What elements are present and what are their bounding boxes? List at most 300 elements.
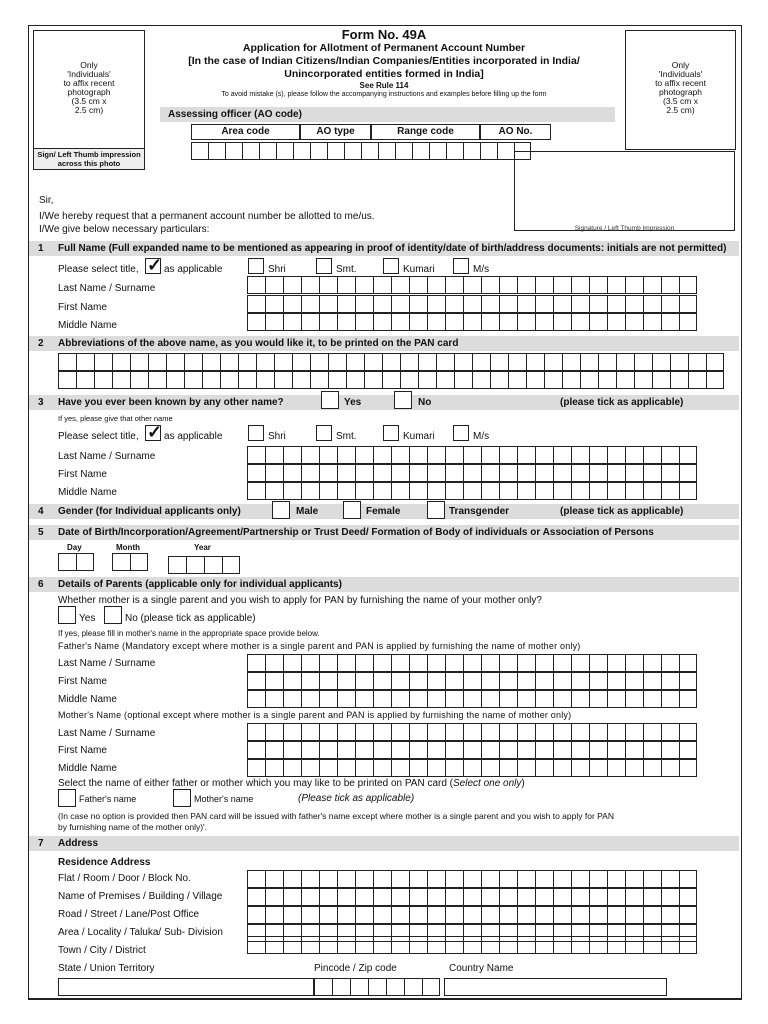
char-box[interactable] xyxy=(310,142,327,160)
char-box[interactable] xyxy=(571,906,589,924)
char-box[interactable] xyxy=(463,482,481,500)
s6-father-first-boxes[interactable] xyxy=(247,672,697,690)
char-box[interactable] xyxy=(409,464,427,482)
char-box[interactable] xyxy=(499,672,517,690)
char-box[interactable] xyxy=(553,690,571,708)
char-box[interactable] xyxy=(535,672,553,690)
char-box[interactable] xyxy=(247,906,265,924)
char-box[interactable] xyxy=(382,371,400,389)
char-box[interactable] xyxy=(535,295,553,313)
char-box[interactable] xyxy=(625,313,643,331)
char-box[interactable] xyxy=(427,690,445,708)
char-box[interactable] xyxy=(112,353,130,371)
char-box[interactable] xyxy=(553,741,571,759)
char-box[interactable] xyxy=(535,464,553,482)
char-box[interactable] xyxy=(661,482,679,500)
char-box[interactable] xyxy=(378,142,395,160)
char-box[interactable] xyxy=(202,353,220,371)
char-box[interactable] xyxy=(598,353,616,371)
char-box[interactable] xyxy=(355,870,373,888)
char-box[interactable] xyxy=(454,371,472,389)
char-box[interactable] xyxy=(373,906,391,924)
char-box[interactable] xyxy=(412,142,429,160)
char-box[interactable] xyxy=(472,371,490,389)
ao-code-boxes[interactable] xyxy=(191,142,531,160)
char-box[interactable] xyxy=(373,690,391,708)
char-box[interactable] xyxy=(625,295,643,313)
char-box[interactable] xyxy=(499,870,517,888)
char-box[interactable] xyxy=(517,888,535,906)
char-box[interactable] xyxy=(293,142,310,160)
char-box[interactable] xyxy=(265,870,283,888)
s2-abbreviation-row2-boxes[interactable] xyxy=(58,371,724,389)
char-box[interactable] xyxy=(429,142,446,160)
char-box[interactable] xyxy=(427,759,445,777)
char-box[interactable] xyxy=(499,295,517,313)
char-box[interactable] xyxy=(373,870,391,888)
char-box[interactable] xyxy=(373,482,391,500)
char-box[interactable] xyxy=(301,276,319,294)
char-box[interactable] xyxy=(76,553,94,571)
s4-male-checkbox[interactable] xyxy=(272,501,290,519)
char-box[interactable] xyxy=(391,654,409,672)
char-box[interactable] xyxy=(283,276,301,294)
char-box[interactable] xyxy=(301,313,319,331)
char-box[interactable] xyxy=(544,353,562,371)
char-box[interactable] xyxy=(265,446,283,464)
s6-yes-checkbox[interactable] xyxy=(58,606,76,624)
char-box[interactable] xyxy=(643,936,661,954)
char-box[interactable] xyxy=(517,672,535,690)
char-box[interactable] xyxy=(319,870,337,888)
char-box[interactable] xyxy=(481,482,499,500)
char-box[interactable] xyxy=(337,723,355,741)
char-box[interactable] xyxy=(242,142,259,160)
char-box[interactable] xyxy=(301,936,319,954)
char-box[interactable] xyxy=(409,723,427,741)
char-box[interactable] xyxy=(391,759,409,777)
char-box[interactable] xyxy=(517,759,535,777)
char-box[interactable] xyxy=(616,371,634,389)
char-box[interactable] xyxy=(499,276,517,294)
char-box[interactable] xyxy=(499,690,517,708)
char-box[interactable] xyxy=(481,690,499,708)
char-box[interactable] xyxy=(319,906,337,924)
char-box[interactable] xyxy=(625,654,643,672)
s5-year-boxes[interactable] xyxy=(168,556,240,574)
char-box[interactable] xyxy=(168,556,186,574)
s7-state-input[interactable] xyxy=(58,978,314,996)
char-box[interactable] xyxy=(238,353,256,371)
char-box[interactable] xyxy=(445,464,463,482)
char-box[interactable] xyxy=(337,672,355,690)
char-box[interactable] xyxy=(589,654,607,672)
char-box[interactable] xyxy=(328,353,346,371)
char-box[interactable] xyxy=(589,446,607,464)
char-box[interactable] xyxy=(571,446,589,464)
char-box[interactable] xyxy=(186,556,204,574)
char-box[interactable] xyxy=(481,741,499,759)
char-box[interactable] xyxy=(481,313,499,331)
char-box[interactable] xyxy=(652,371,670,389)
char-box[interactable] xyxy=(454,353,472,371)
char-box[interactable] xyxy=(337,936,355,954)
char-box[interactable] xyxy=(355,654,373,672)
char-box[interactable] xyxy=(319,888,337,906)
char-box[interactable] xyxy=(514,142,531,160)
char-box[interactable] xyxy=(247,446,265,464)
char-box[interactable] xyxy=(247,654,265,672)
char-box[interactable] xyxy=(463,276,481,294)
char-box[interactable] xyxy=(319,276,337,294)
char-box[interactable] xyxy=(301,482,319,500)
char-box[interactable] xyxy=(265,690,283,708)
char-box[interactable] xyxy=(553,888,571,906)
char-box[interactable] xyxy=(652,353,670,371)
char-box[interactable] xyxy=(625,870,643,888)
char-box[interactable] xyxy=(404,978,422,996)
char-box[interactable] xyxy=(283,723,301,741)
char-box[interactable] xyxy=(535,888,553,906)
char-box[interactable] xyxy=(589,295,607,313)
char-box[interactable] xyxy=(301,464,319,482)
char-box[interactable] xyxy=(508,353,526,371)
char-box[interactable] xyxy=(310,353,328,371)
s3-middle-name-boxes[interactable] xyxy=(247,482,697,500)
char-box[interactable] xyxy=(661,313,679,331)
char-box[interactable] xyxy=(355,936,373,954)
char-box[interactable] xyxy=(355,276,373,294)
char-box[interactable] xyxy=(643,464,661,482)
s7-flat-boxes[interactable] xyxy=(247,870,697,888)
char-box[interactable] xyxy=(571,741,589,759)
char-box[interactable] xyxy=(409,870,427,888)
char-box[interactable] xyxy=(373,888,391,906)
char-box[interactable] xyxy=(625,464,643,482)
char-box[interactable] xyxy=(130,371,148,389)
s3-title-kumari-checkbox[interactable] xyxy=(383,425,399,441)
char-box[interactable] xyxy=(589,936,607,954)
char-box[interactable] xyxy=(256,353,274,371)
char-box[interactable] xyxy=(274,353,292,371)
char-box[interactable] xyxy=(204,556,222,574)
char-box[interactable] xyxy=(292,353,310,371)
char-box[interactable] xyxy=(112,553,130,571)
char-box[interactable] xyxy=(463,446,481,464)
char-box[interactable] xyxy=(409,446,427,464)
char-box[interactable] xyxy=(427,482,445,500)
char-box[interactable] xyxy=(526,371,544,389)
char-box[interactable] xyxy=(355,906,373,924)
char-box[interactable] xyxy=(344,142,361,160)
char-box[interactable] xyxy=(553,276,571,294)
char-box[interactable] xyxy=(445,313,463,331)
char-box[interactable] xyxy=(409,654,427,672)
char-box[interactable] xyxy=(499,741,517,759)
char-box[interactable] xyxy=(247,313,265,331)
char-box[interactable] xyxy=(373,295,391,313)
char-box[interactable] xyxy=(497,142,514,160)
char-box[interactable] xyxy=(409,888,427,906)
char-box[interactable] xyxy=(355,482,373,500)
char-box[interactable] xyxy=(319,723,337,741)
char-box[interactable] xyxy=(445,295,463,313)
char-box[interactable] xyxy=(409,313,427,331)
char-box[interactable] xyxy=(445,723,463,741)
char-box[interactable] xyxy=(391,906,409,924)
char-box[interactable] xyxy=(535,690,553,708)
char-box[interactable] xyxy=(553,654,571,672)
char-box[interactable] xyxy=(247,672,265,690)
char-box[interactable] xyxy=(445,276,463,294)
char-box[interactable] xyxy=(481,906,499,924)
char-box[interactable] xyxy=(283,690,301,708)
char-box[interactable] xyxy=(463,295,481,313)
char-box[interactable] xyxy=(535,936,553,954)
char-box[interactable] xyxy=(679,906,697,924)
char-box[interactable] xyxy=(643,741,661,759)
char-box[interactable] xyxy=(265,723,283,741)
char-box[interactable] xyxy=(427,313,445,331)
char-box[interactable] xyxy=(418,371,436,389)
char-box[interactable] xyxy=(427,446,445,464)
char-box[interactable] xyxy=(679,482,697,500)
s7-road-boxes[interactable] xyxy=(247,906,697,924)
char-box[interactable] xyxy=(580,371,598,389)
char-box[interactable] xyxy=(535,759,553,777)
char-box[interactable] xyxy=(517,870,535,888)
char-box[interactable] xyxy=(445,906,463,924)
char-box[interactable] xyxy=(283,741,301,759)
s5-month-boxes[interactable] xyxy=(112,553,148,571)
char-box[interactable] xyxy=(328,371,346,389)
char-box[interactable] xyxy=(355,313,373,331)
char-box[interactable] xyxy=(517,482,535,500)
char-box[interactable] xyxy=(607,672,625,690)
char-box[interactable] xyxy=(265,741,283,759)
char-box[interactable] xyxy=(463,723,481,741)
char-box[interactable] xyxy=(395,142,412,160)
char-box[interactable] xyxy=(373,741,391,759)
char-box[interactable] xyxy=(679,870,697,888)
char-box[interactable] xyxy=(94,371,112,389)
char-box[interactable] xyxy=(553,482,571,500)
char-box[interactable] xyxy=(346,353,364,371)
char-box[interactable] xyxy=(589,482,607,500)
char-box[interactable] xyxy=(553,906,571,924)
char-box[interactable] xyxy=(283,654,301,672)
char-box[interactable] xyxy=(571,936,589,954)
char-box[interactable] xyxy=(670,371,688,389)
char-box[interactable] xyxy=(607,870,625,888)
s5-day-boxes[interactable] xyxy=(58,553,94,571)
char-box[interactable] xyxy=(481,446,499,464)
char-box[interactable] xyxy=(301,870,319,888)
char-box[interactable] xyxy=(553,723,571,741)
char-box[interactable] xyxy=(499,906,517,924)
char-box[interactable] xyxy=(463,672,481,690)
char-box[interactable] xyxy=(427,888,445,906)
char-box[interactable] xyxy=(427,295,445,313)
char-box[interactable] xyxy=(463,464,481,482)
char-box[interactable] xyxy=(283,888,301,906)
char-box[interactable] xyxy=(265,936,283,954)
char-box[interactable] xyxy=(625,936,643,954)
s6-mother-last-boxes[interactable] xyxy=(247,723,697,741)
char-box[interactable] xyxy=(625,672,643,690)
char-box[interactable] xyxy=(283,672,301,690)
char-box[interactable] xyxy=(319,690,337,708)
char-box[interactable] xyxy=(643,313,661,331)
char-box[interactable] xyxy=(265,295,283,313)
char-box[interactable] xyxy=(643,295,661,313)
char-box[interactable] xyxy=(391,672,409,690)
s6-mother-middle-boxes[interactable] xyxy=(247,759,697,777)
char-box[interactable] xyxy=(427,870,445,888)
char-box[interactable] xyxy=(259,142,276,160)
char-box[interactable] xyxy=(301,690,319,708)
char-box[interactable] xyxy=(535,482,553,500)
s3-last-name-boxes[interactable] xyxy=(247,446,697,464)
s1-title-shri-checkbox[interactable] xyxy=(248,258,264,274)
char-box[interactable] xyxy=(184,353,202,371)
char-box[interactable] xyxy=(191,142,208,160)
char-box[interactable] xyxy=(130,553,148,571)
char-box[interactable] xyxy=(499,654,517,672)
char-box[interactable] xyxy=(634,353,652,371)
char-box[interactable] xyxy=(391,482,409,500)
char-box[interactable] xyxy=(481,759,499,777)
s3-title-shri-checkbox[interactable] xyxy=(248,425,264,441)
char-box[interactable] xyxy=(386,978,404,996)
char-box[interactable] xyxy=(661,741,679,759)
s1-title-ms-checkbox[interactable] xyxy=(453,258,469,274)
char-box[interactable] xyxy=(265,276,283,294)
char-box[interactable] xyxy=(553,870,571,888)
char-box[interactable] xyxy=(337,741,355,759)
char-box[interactable] xyxy=(364,353,382,371)
char-box[interactable] xyxy=(589,723,607,741)
char-box[interactable] xyxy=(337,888,355,906)
char-box[interactable] xyxy=(535,906,553,924)
char-box[interactable] xyxy=(625,446,643,464)
char-box[interactable] xyxy=(535,313,553,331)
char-box[interactable] xyxy=(301,723,319,741)
char-box[interactable] xyxy=(643,690,661,708)
char-box[interactable] xyxy=(643,276,661,294)
char-box[interactable] xyxy=(391,741,409,759)
char-box[interactable] xyxy=(571,482,589,500)
char-box[interactable] xyxy=(373,446,391,464)
char-box[interactable] xyxy=(319,482,337,500)
char-box[interactable] xyxy=(427,741,445,759)
char-box[interactable] xyxy=(607,723,625,741)
char-box[interactable] xyxy=(607,690,625,708)
char-box[interactable] xyxy=(535,870,553,888)
char-box[interactable] xyxy=(490,371,508,389)
char-box[interactable] xyxy=(706,353,724,371)
char-box[interactable] xyxy=(481,672,499,690)
char-box[interactable] xyxy=(409,936,427,954)
char-box[interactable] xyxy=(517,446,535,464)
char-box[interactable] xyxy=(571,313,589,331)
char-box[interactable] xyxy=(517,906,535,924)
char-box[interactable] xyxy=(301,759,319,777)
char-box[interactable] xyxy=(400,353,418,371)
char-box[interactable] xyxy=(409,672,427,690)
char-box[interactable] xyxy=(337,690,355,708)
char-box[interactable] xyxy=(661,870,679,888)
char-box[interactable] xyxy=(499,482,517,500)
char-box[interactable] xyxy=(634,371,652,389)
char-box[interactable] xyxy=(508,371,526,389)
char-box[interactable] xyxy=(661,446,679,464)
char-box[interactable] xyxy=(166,353,184,371)
s6-no-checkbox[interactable] xyxy=(104,606,122,624)
char-box[interactable] xyxy=(688,371,706,389)
char-box[interactable] xyxy=(481,723,499,741)
char-box[interactable] xyxy=(319,654,337,672)
char-box[interactable] xyxy=(283,906,301,924)
char-box[interactable] xyxy=(301,906,319,924)
char-box[interactable] xyxy=(319,313,337,331)
char-box[interactable] xyxy=(643,888,661,906)
char-box[interactable] xyxy=(607,464,625,482)
char-box[interactable] xyxy=(661,888,679,906)
char-box[interactable] xyxy=(247,888,265,906)
photo-box-right[interactable] xyxy=(625,30,736,150)
char-box[interactable] xyxy=(184,371,202,389)
char-box[interactable] xyxy=(598,371,616,389)
char-box[interactable] xyxy=(276,142,293,160)
s6-print-mothers-name-checkbox[interactable] xyxy=(173,789,191,807)
char-box[interactable] xyxy=(499,446,517,464)
char-box[interactable] xyxy=(499,464,517,482)
char-box[interactable] xyxy=(265,464,283,482)
char-box[interactable] xyxy=(265,672,283,690)
s1-title-kumari-checkbox[interactable] xyxy=(383,258,399,274)
char-box[interactable] xyxy=(382,353,400,371)
char-box[interactable] xyxy=(463,906,481,924)
char-box[interactable] xyxy=(679,446,697,464)
char-box[interactable] xyxy=(427,276,445,294)
char-box[interactable] xyxy=(319,295,337,313)
char-box[interactable] xyxy=(553,759,571,777)
char-box[interactable] xyxy=(346,371,364,389)
char-box[interactable] xyxy=(679,936,697,954)
char-box[interactable] xyxy=(661,723,679,741)
char-box[interactable] xyxy=(463,690,481,708)
char-box[interactable] xyxy=(355,759,373,777)
char-box[interactable] xyxy=(373,723,391,741)
char-box[interactable] xyxy=(130,353,148,371)
char-box[interactable] xyxy=(607,446,625,464)
char-box[interactable] xyxy=(427,654,445,672)
char-box[interactable] xyxy=(301,446,319,464)
char-box[interactable] xyxy=(562,371,580,389)
char-box[interactable] xyxy=(616,353,634,371)
char-box[interactable] xyxy=(247,759,265,777)
char-box[interactable] xyxy=(247,482,265,500)
char-box[interactable] xyxy=(535,276,553,294)
char-box[interactable] xyxy=(301,672,319,690)
char-box[interactable] xyxy=(607,906,625,924)
char-box[interactable] xyxy=(265,654,283,672)
char-box[interactable] xyxy=(247,276,265,294)
char-box[interactable] xyxy=(553,464,571,482)
char-box[interactable] xyxy=(337,295,355,313)
char-box[interactable] xyxy=(535,654,553,672)
